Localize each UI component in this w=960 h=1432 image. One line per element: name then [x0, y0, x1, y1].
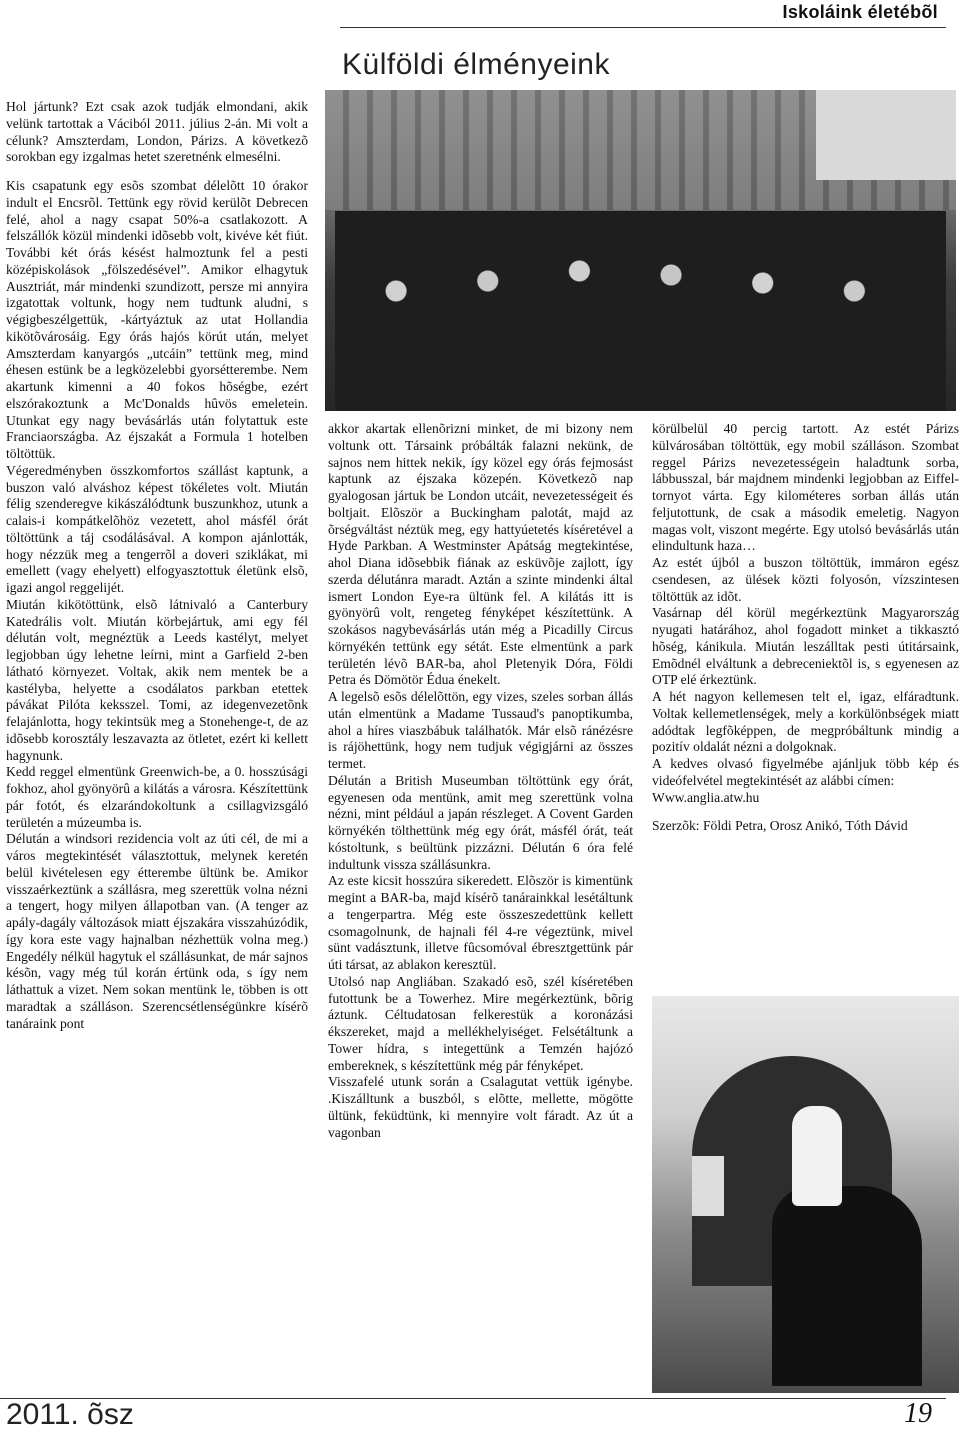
paragraph: Vasárnap dél körül megérkeztünk Magyarország nyugati határához, ahol fogadott minket a tikkasztó hõség, kánikula. Miután leszálltak pesti útitársaink, Emõdnél elváltunk a debreceniektõl is, s egyenesen az OTP elé érkeztünk. [652, 605, 959, 688]
paragraph: A hét nagyon kellemesen telt el, igaz, elfáradtunk. Voltak kellemetlenségek, mely a korkülönbségek miatt adódtak legfõképpen, de megpróbáltunk mindig a pozitív oldalát nézni a dolgoknak. [652, 689, 959, 755]
photo-sky [816, 90, 956, 180]
paragraph: Visszafelé utunk során a Csalagutat vettük igénybe. .Kiszálltunk a buszból, s elõtte, mellette, mögötte ültünk, feküdtünk, ki mennyire volt fáradt. Az út a vagonban [328, 1074, 633, 1140]
column-3 [652, 421, 959, 835]
footer-rule [0, 1398, 946, 1399]
photo-plaque [692, 1156, 724, 1216]
photo-horse [772, 1186, 922, 1386]
paragraph: A legelsõ esõs délelõttön, egy vizes, szeles sorban állás után elmentünk a Madame Tussaud's panoptikumba, ahol a híres viaszbábuk találhatók. Már elsõ ránézésre is rájöhettünk, hogy nem tudjuk végigjárni az összes termet. [328, 689, 633, 771]
paragraph: Délután a British Museumban töltöttünk egy órát, egyenesen oda mentünk, amit meg szerettünk volna nézni, mint például a japán részleget. A Covent Garden környékén tölthettünk még egy órát, másfél órát, teát kóstoltunk, s beültünk pizzázni. Délután 6 óra felé indultunk vissza szállásunkra. [328, 772, 633, 872]
paragraph: Kedd reggel elmentünk Greenwich-be, a 0. hosszúsági fokhoz, ahol gyönyörû a kilátás a városra. Készítettünk pár fotót, és elzarándokoltunk a csillagvizsgáló területén a múzeumba is. [6, 764, 308, 830]
paragraph: akkor akartak ellenõrizni minket, de mi bizony nem voltunk ott. Társaink próbálták falazni nekünk, de sajnos nem hittek nekik, így közel egy órás fejmosást kaptunk az éjszaka közepén. Következõ nap gyalogosan jártuk be London utcáit, nevezetességeit és boltjait. Elõször a Buckingham palotát, majd az õrségváltást néztük meg, egy hattyúetetés kíséretével a Hyde Parkban. A Westminster Apátság megtekintése, ahol Diana idõsebbik fiának az esküvõje zajlott, így szerda délutánra maradt. Aztán a szinte mindenki által ismert London Eye-ra ültünk fel. A kilátás itt is gyönyörû volt, rengeteg fényképet készítettünk. A szokásos nagybevásárlás után még a Picadilly Circus környékén tettünk egy sétát. Este elmentünk a park területén lévõ BAR-ba, ahol Pletenyik Dóra, Földi Petra és Dömötör Édua énekelt. [328, 421, 633, 688]
paragraph: Utolsó nap Angliában. Szakadó esõ, szél kíséretében futottunk be a Towerhez. Mire megérkeztünk, bõrig áztunk. Céltudatosan felkerestük a koronázási ékszereket, majd a mellékhelyiséget. Felsétáltunk a Tower hídra, s integettünk a Temzén hajózó embereknek, s készítettünk még pár fényképet. [328, 973, 633, 1073]
paragraph: Hol jártunk? Ezt csak azok tudják elmondani, akik velünk tartottak a Váciból 2011. július 2-án. Mi volt a célunk? Amszterdam, London, Párizs. A következõ sorokban egy izgalmas hetet szeretnénk elmesélni. [6, 99, 308, 165]
author-credit: Szerzõk: Földi Petra, Orosz Anikó, Tóth Dávid [652, 818, 908, 834]
photo-group-people [335, 211, 946, 411]
group-photo [325, 90, 956, 411]
column-1 [6, 99, 308, 1032]
issue-date: 2011. õsz [6, 1398, 134, 1431]
paragraph: Végeredményben összkomfortos szállást kaptunk, a buszon való alváshoz képest tökéletes volt. Miután félig szenderegve kikászálódtunk buszunkhoz, utunk a calais-i kompátkelõhöz vezetett, ahol másfél órát töltöttünk a táj csodálásával. A kompon ajánlották, hogy nézzük meg a tengerrõl a doveri sziklákat, mi emellett (vagy ehelyett) elfogyasztottuk életünk elsõ, igazi angol reggelijét. [6, 462, 308, 595]
header-rule [340, 27, 946, 28]
photo-guard-rider [792, 1106, 842, 1206]
paragraph: A kedves olvasó figyelmébe ajánljuk több kép és videófelvétel megtekintését az alábbi címen: [652, 756, 959, 788]
paragraph: Miután kikötöttünk, elsõ látnivaló a Canterbury Katedrális volt. Miután körbejártuk, ami egy fél délután volt, megnéztük a Leeds kastélyt, melyet legjobban úgy lehetne leírni, mint a Garfield 2-ben látható környezet. Voltak, akik nem mentek be a kastélyba, helyette a csodálatos parkban etettek pávákat Pilóta keksszel. Tomi, az idegenvezetõnk felajánlotta, hogy tekintsük meg a Stonehenge-t, de az idõsebb korosztály leszavazta az ötletet, ezért ki kellett hagynunk. [6, 596, 308, 763]
paragraph: Az este kicsit hosszúra sikeredett. Elõször is kimentünk megint a BAR-ba, majd kísérõ tanárainkkal lesétáltunk a tengerpartra. Még este összeszedettünk kellett csomagolnunk, de hajnali fél 4-re végeztünk, mivel sünt vadásztunk, illetve fûcsomóval ébresztgettünk pár úti társat, az ablakon keresztül. [328, 873, 633, 972]
article-title: Külföldi élményeink [342, 48, 610, 81]
column-2 [328, 421, 633, 1141]
page-number: 19 [904, 1398, 932, 1429]
horse-guard-photo [652, 996, 959, 1393]
paragraph: Kis csapatunk egy esõs szombat délelõtt 10 órakor indult el Encsrõl. Tettünk egy rövid kerülõt Debrecen felé, ahol a nagy csapat 50%-a csatlakozott. A felszállók közül mindenki idõsebb volt, kivéve két fiút. További két órás késést halmoztunk fel a pesti középiskolások „fölszedésével”. Amikor elhagytuk Ausztriát, már mindenki szundizott, persze mi annyira izgatottak voltunk, hogy nem tudtunk aludni, s végigbeszélgettük, -kártyáztuk az utat Hollandia kikötõvárosáig. Egy órás hajós körút után, melyet Amszterdam kanyargós „utcáin” tettünk meg, mind éhesen estünk be a legközelebbi gyorsétterembe. Nem akartunk kimenni a 40 fokos hõségbe, ezért elszórakoztunk a Mc'Donalds hûvös emeletein. Utunkat egy nagy bevásárlás után folytattuk este Franciaországba. Az éjszakát a Formula 1 hotelben töltöttük. [6, 178, 308, 461]
section-header: Iskoláink életébõl [782, 2, 938, 22]
paragraph: Az estét újból a buszon töltöttük, immáron egész csendesen, az ülések közti folyosón, vízszintesen töltöttük az idõt. [652, 555, 959, 604]
paragraph: körülbelül 40 percig tartott. Az estét Párizs külvárosában töltöttük, egy mobil szálláson. Szombat reggel Párizs nevezetességein haladtunk sorba, lábbusszal, bár majdnem mindenki legjobban az Eiffel-tornyot várta. Egy kilométeres sorban állás után feljutottunk, de csak a második emeletig. Nagyon magas volt, viszont megérte. Egy utolsó bevásárlás után elindultunk haza… [652, 421, 959, 554]
paragraph: Délután a windsori rezidencia volt az úti cél, de mi a város megtekintését választottuk, melynek keretén belül kivételesen egy étterembe ültünk be. Amikor visszaérkeztünk a szállásra, meg szerettük volna nézni a tengert, hogy milyen állapotban van. (A tenger az apály-dagály változások miatt éjszakára visszahúzódik, így kora este vagy hajnalban nézhettük volna meg.) Engedély nélkül hagytuk el szállásunkat, de már sajnos késõn, vagy még túl korán értünk oda, s így nem láthattuk a vizet. Nem sokan mentünk le, többen is ott maradtak a szálláson. Szerencsétlenségünkre kísérõ tanáraink pont [6, 831, 308, 1031]
website-link: Www.anglia.atw.hu [652, 789, 760, 805]
